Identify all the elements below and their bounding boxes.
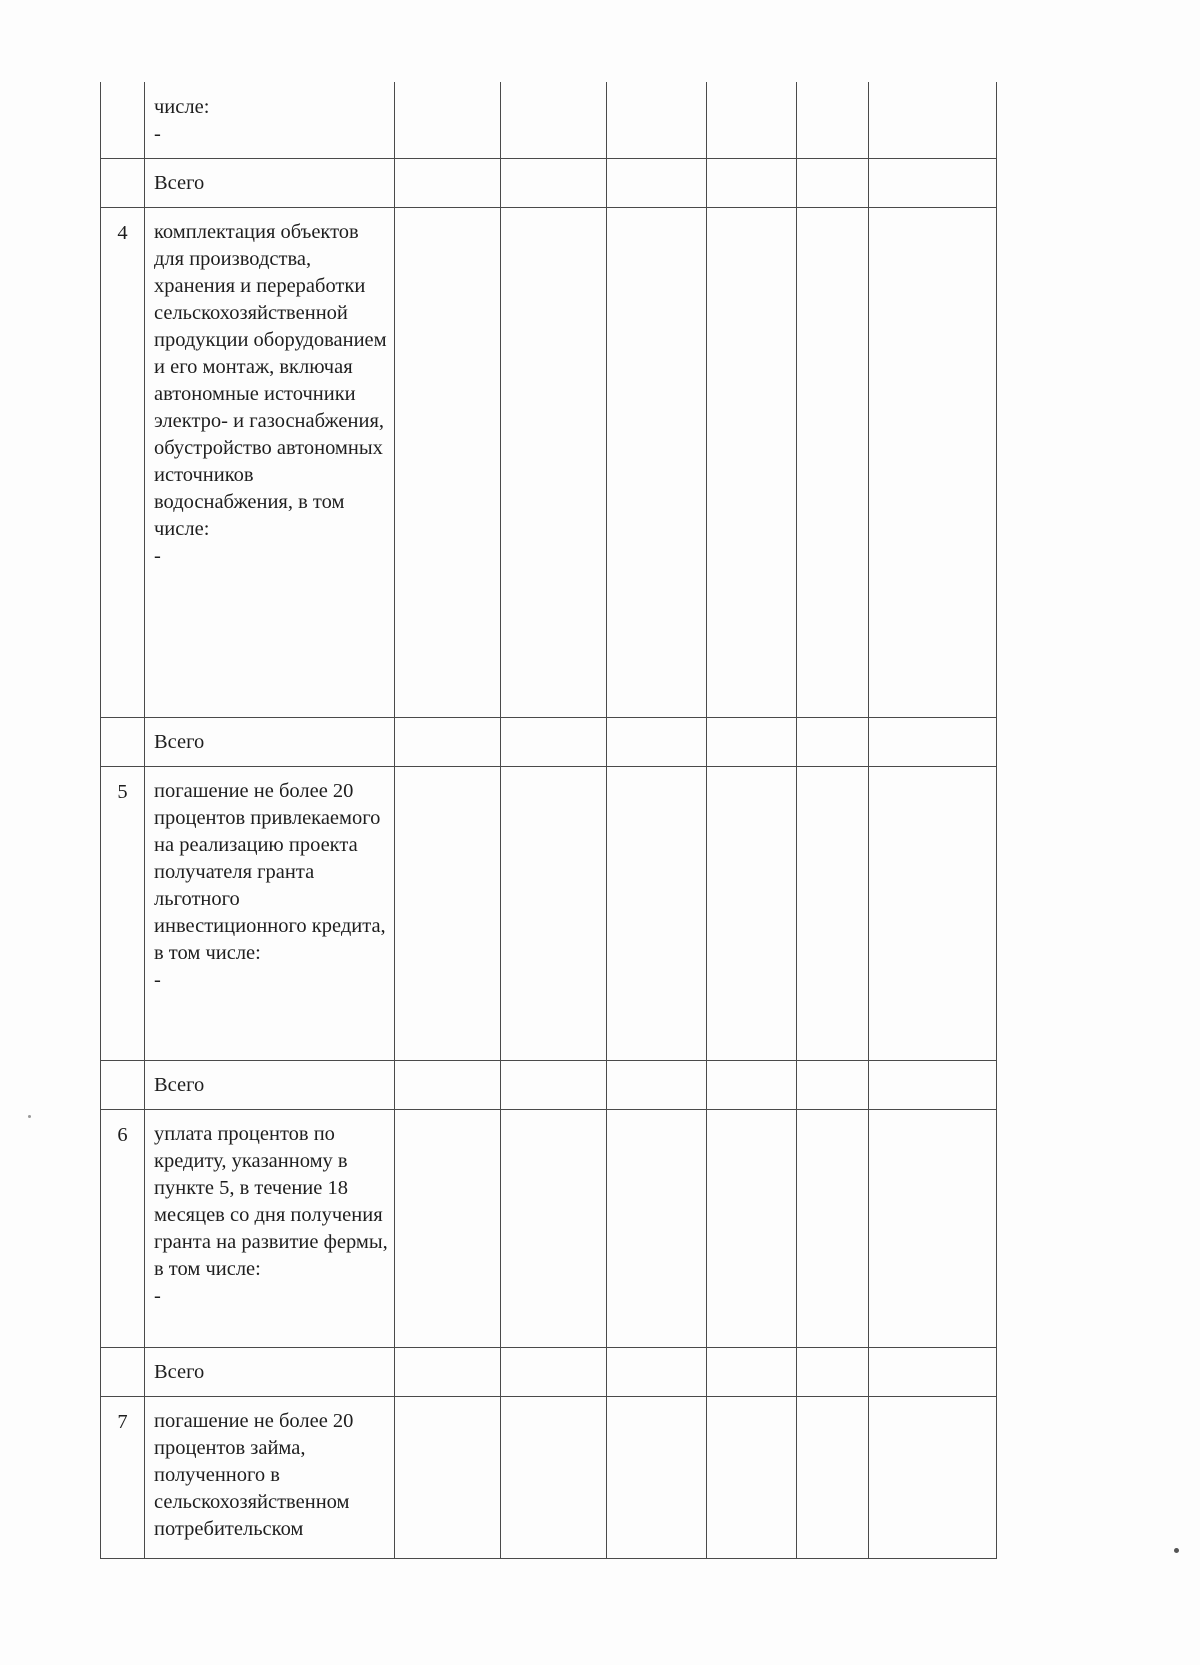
empty-value-cell — [607, 1110, 707, 1348]
description-cell — [145, 1110, 395, 1348]
empty-value-cell — [395, 1397, 501, 1559]
description-cell — [145, 767, 395, 1061]
empty-value-cell — [501, 1397, 607, 1559]
description-text: уплата процентов по кредиту, указанному в пункте 5, в течение 18 месяцев со дня получения гранта на развитие фермы, в том числе: — [154, 1123, 388, 1280]
row-number-cell — [101, 718, 145, 767]
placeholder-dash: - — [154, 1285, 161, 1307]
empty-value-cell — [869, 208, 997, 718]
empty-value-cell — [797, 1061, 869, 1110]
item-row — [101, 208, 997, 718]
empty-value-cell — [707, 208, 797, 718]
placeholder-dash: - — [154, 123, 161, 145]
empty-value-cell — [869, 1348, 997, 1397]
empty-value-cell — [607, 82, 707, 159]
total-label: Всего — [154, 1361, 205, 1383]
empty-value-cell — [797, 1397, 869, 1559]
placeholder-dash: - — [154, 969, 161, 991]
empty-value-cell — [607, 718, 707, 767]
empty-value-cell — [501, 1061, 607, 1110]
row-number-cell: 7 — [101, 1397, 145, 1559]
empty-value-cell — [501, 1110, 607, 1348]
description-cell — [145, 1061, 395, 1110]
description-text: комплектация объектов для производства, хранения и переработки сельскохозяйственной продукции оборудованием и его монтаж, включая автономные источники электро- и газоснабжения, обустройство автономных источников водоснабжения, в том числе: — [154, 221, 387, 540]
row-number-cell — [101, 1061, 145, 1110]
empty-value-cell — [707, 1348, 797, 1397]
placeholder-dash: - — [154, 545, 161, 567]
empty-value-cell — [707, 1110, 797, 1348]
empty-value-cell — [797, 1348, 869, 1397]
empty-value-cell — [797, 82, 869, 159]
description-text: погашение не более 20 процентов займа, полученного в сельскохозяйственном потребительском — [154, 1410, 354, 1540]
empty-value-cell — [707, 767, 797, 1061]
item-row — [101, 82, 997, 159]
total-row — [101, 718, 997, 767]
empty-value-cell — [707, 1061, 797, 1110]
empty-value-cell — [395, 767, 501, 1061]
empty-value-cell — [869, 1397, 997, 1559]
row-number-cell — [101, 82, 145, 159]
empty-value-cell — [869, 718, 997, 767]
empty-value-cell — [869, 1110, 997, 1348]
empty-value-cell — [501, 1348, 607, 1397]
empty-value-cell — [869, 767, 997, 1061]
empty-value-cell — [607, 767, 707, 1061]
empty-value-cell — [707, 82, 797, 159]
scan-speck — [1174, 1548, 1179, 1553]
row-number-cell: 4 — [101, 208, 145, 718]
total-row — [101, 1348, 997, 1397]
empty-value-cell — [607, 208, 707, 718]
empty-value-cell — [395, 1061, 501, 1110]
scan-speck — [28, 1115, 31, 1118]
empty-value-cell — [607, 1061, 707, 1110]
empty-value-cell — [395, 159, 501, 208]
description-cell — [145, 1348, 395, 1397]
empty-value-cell — [797, 718, 869, 767]
description-cell — [145, 208, 395, 718]
empty-value-cell — [501, 718, 607, 767]
empty-value-cell — [501, 159, 607, 208]
description-cell — [145, 159, 395, 208]
description-cell — [145, 718, 395, 767]
description-text: погашение не более 20 процентов привлекаемого на реализацию проекта получателя гранта льготного инвестиционного кредита, в том числе: — [154, 780, 386, 964]
empty-value-cell — [395, 208, 501, 718]
empty-value-cell — [501, 767, 607, 1061]
description-cell — [145, 1397, 395, 1559]
row-number-cell — [101, 1348, 145, 1397]
total-row — [101, 159, 997, 208]
total-label: Всего — [154, 172, 205, 194]
empty-value-cell — [869, 159, 997, 208]
empty-value-cell — [797, 1110, 869, 1348]
row-number-cell: 5 — [101, 767, 145, 1061]
empty-value-cell — [501, 208, 607, 718]
empty-value-cell — [869, 1061, 997, 1110]
empty-value-cell — [707, 1397, 797, 1559]
description-text: числе: — [154, 96, 210, 118]
total-label: Всего — [154, 731, 205, 753]
empty-value-cell — [797, 767, 869, 1061]
empty-value-cell — [607, 1348, 707, 1397]
description-cell — [145, 82, 395, 159]
empty-value-cell — [797, 159, 869, 208]
empty-value-cell — [395, 718, 501, 767]
expense-table-body — [101, 82, 997, 1559]
empty-value-cell — [707, 159, 797, 208]
expense-table — [100, 82, 997, 1559]
empty-value-cell — [607, 1397, 707, 1559]
item-row — [101, 767, 997, 1061]
total-label: Всего — [154, 1074, 205, 1096]
empty-value-cell — [869, 82, 997, 159]
item-row — [101, 1110, 997, 1348]
empty-value-cell — [395, 1348, 501, 1397]
total-row — [101, 1061, 997, 1110]
row-number-cell — [101, 159, 145, 208]
empty-value-cell — [395, 1110, 501, 1348]
empty-value-cell — [797, 208, 869, 718]
empty-value-cell — [395, 82, 501, 159]
empty-value-cell — [607, 159, 707, 208]
empty-value-cell — [501, 82, 607, 159]
item-row — [101, 1397, 997, 1559]
empty-value-cell — [707, 718, 797, 767]
row-number-cell: 6 — [101, 1110, 145, 1348]
